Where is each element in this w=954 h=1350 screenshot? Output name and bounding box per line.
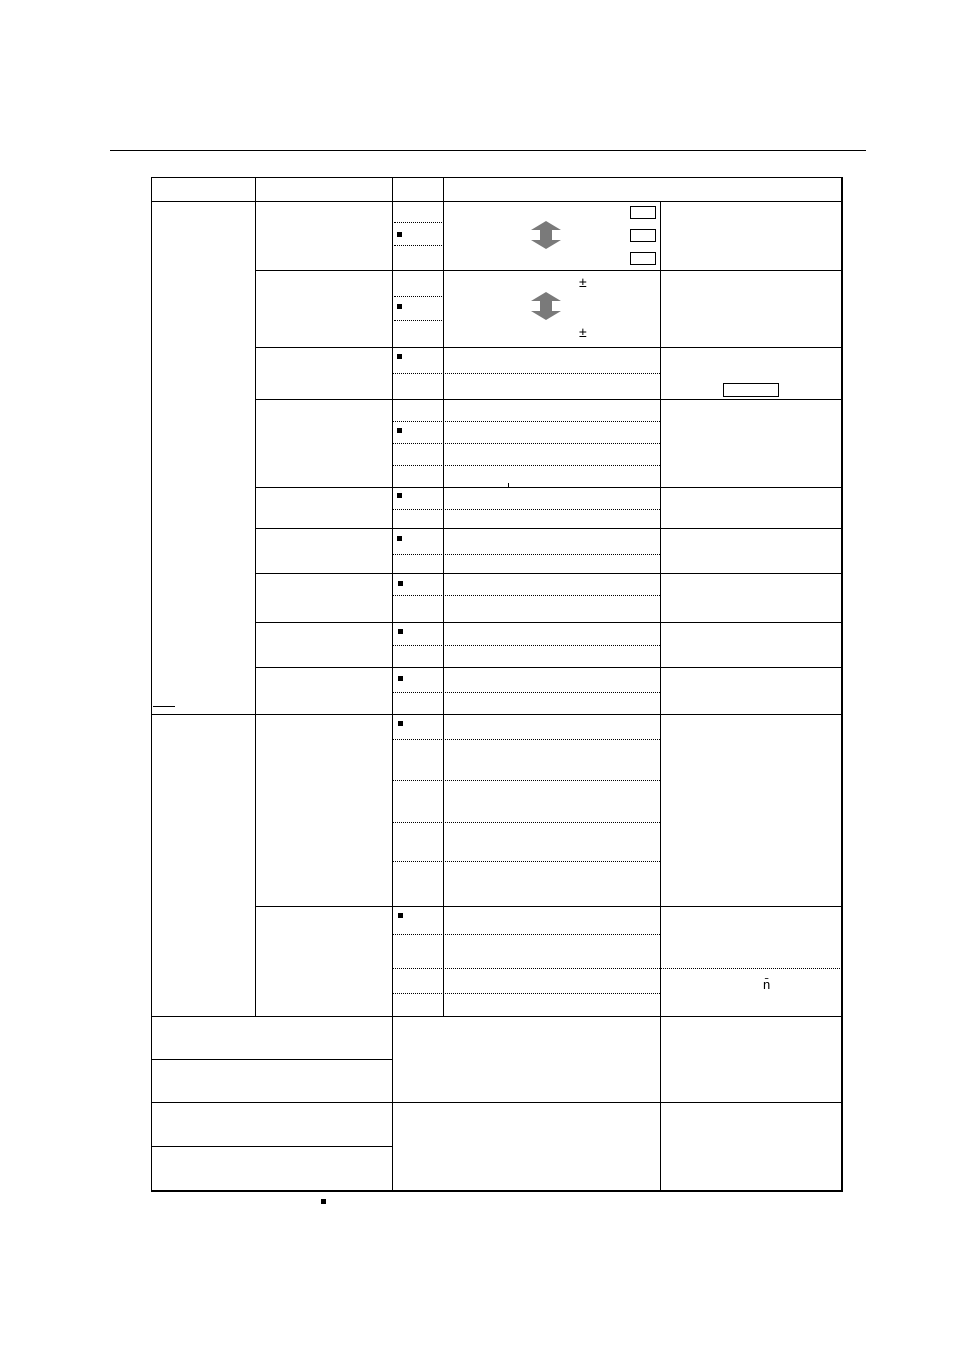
block-sep-3 xyxy=(151,1059,392,1060)
col-divider-2 xyxy=(392,177,393,1191)
double-arrow-icon xyxy=(531,221,561,249)
sub-row-dot xyxy=(392,739,660,740)
item-sep-9 xyxy=(255,906,842,907)
group-separator-1 xyxy=(151,714,842,715)
sub-row-dot xyxy=(392,373,660,374)
stray-rule xyxy=(153,706,175,707)
item-sep-7 xyxy=(255,622,842,623)
col-divider-4 xyxy=(660,201,661,1191)
table-left-border xyxy=(151,177,152,1191)
bullet-square-icon xyxy=(397,428,402,433)
sub-row-dot xyxy=(394,222,442,223)
bullet-square-icon xyxy=(397,536,402,541)
sub-row-dot xyxy=(392,934,660,935)
block-sep-5 xyxy=(151,1146,392,1147)
sub-row-dot xyxy=(392,780,660,781)
sub-row-dot xyxy=(394,245,442,246)
sub-row-dot xyxy=(392,465,660,466)
col-divider-1 xyxy=(255,177,256,1017)
sub-row-dot xyxy=(392,509,660,510)
double-arrow-icon xyxy=(531,292,561,320)
sub-row-dot xyxy=(392,993,660,994)
item-sep-4 xyxy=(255,487,842,488)
sub-row-dot xyxy=(392,822,660,823)
sub-row-dot xyxy=(394,320,442,321)
tick-mark xyxy=(508,483,509,487)
bullet-square-icon xyxy=(398,629,403,634)
block-sep-2 xyxy=(151,1016,842,1017)
item-sep-6 xyxy=(255,573,842,574)
sub-row-dot xyxy=(392,968,842,969)
item-sep-8 xyxy=(255,667,842,668)
small-box-icon xyxy=(630,206,656,219)
sub-row-dot xyxy=(392,861,660,862)
sub-row-dot xyxy=(392,645,660,646)
item-sep-5 xyxy=(255,528,842,529)
item-sep-2 xyxy=(255,347,842,348)
table-right-border xyxy=(841,177,843,1192)
bullet-square-icon xyxy=(398,721,403,726)
block-sep-4 xyxy=(151,1102,842,1103)
plus-minus-symbol: ± xyxy=(579,324,587,340)
sub-row-dot xyxy=(392,421,660,422)
bullet-square-icon xyxy=(397,354,402,359)
bullet-square-icon xyxy=(397,493,402,498)
item-sep-3 xyxy=(255,399,842,400)
bullet-square-icon xyxy=(397,232,402,237)
sub-row-dot xyxy=(392,595,660,596)
page-header-rule xyxy=(110,150,866,151)
bullet-square-icon xyxy=(321,1199,326,1204)
col-divider-3 xyxy=(443,177,444,1017)
bullet-square-icon xyxy=(398,913,403,918)
sub-row-dot xyxy=(392,692,660,693)
table-bottom-border xyxy=(151,1190,843,1192)
sub-row-dot xyxy=(394,296,442,297)
small-box-icon xyxy=(630,252,656,265)
bullet-square-icon xyxy=(398,581,403,586)
bullet-square-icon xyxy=(398,676,403,681)
n-bar-symbol: n̄ xyxy=(763,977,771,992)
bullet-square-icon xyxy=(397,304,402,309)
item-sep-1 xyxy=(255,270,842,271)
sub-row-dot xyxy=(392,443,660,444)
plus-minus-symbol: ± xyxy=(579,274,587,290)
small-box-icon xyxy=(630,229,656,242)
wide-box-icon xyxy=(723,383,779,397)
sub-row-dot xyxy=(392,554,660,555)
